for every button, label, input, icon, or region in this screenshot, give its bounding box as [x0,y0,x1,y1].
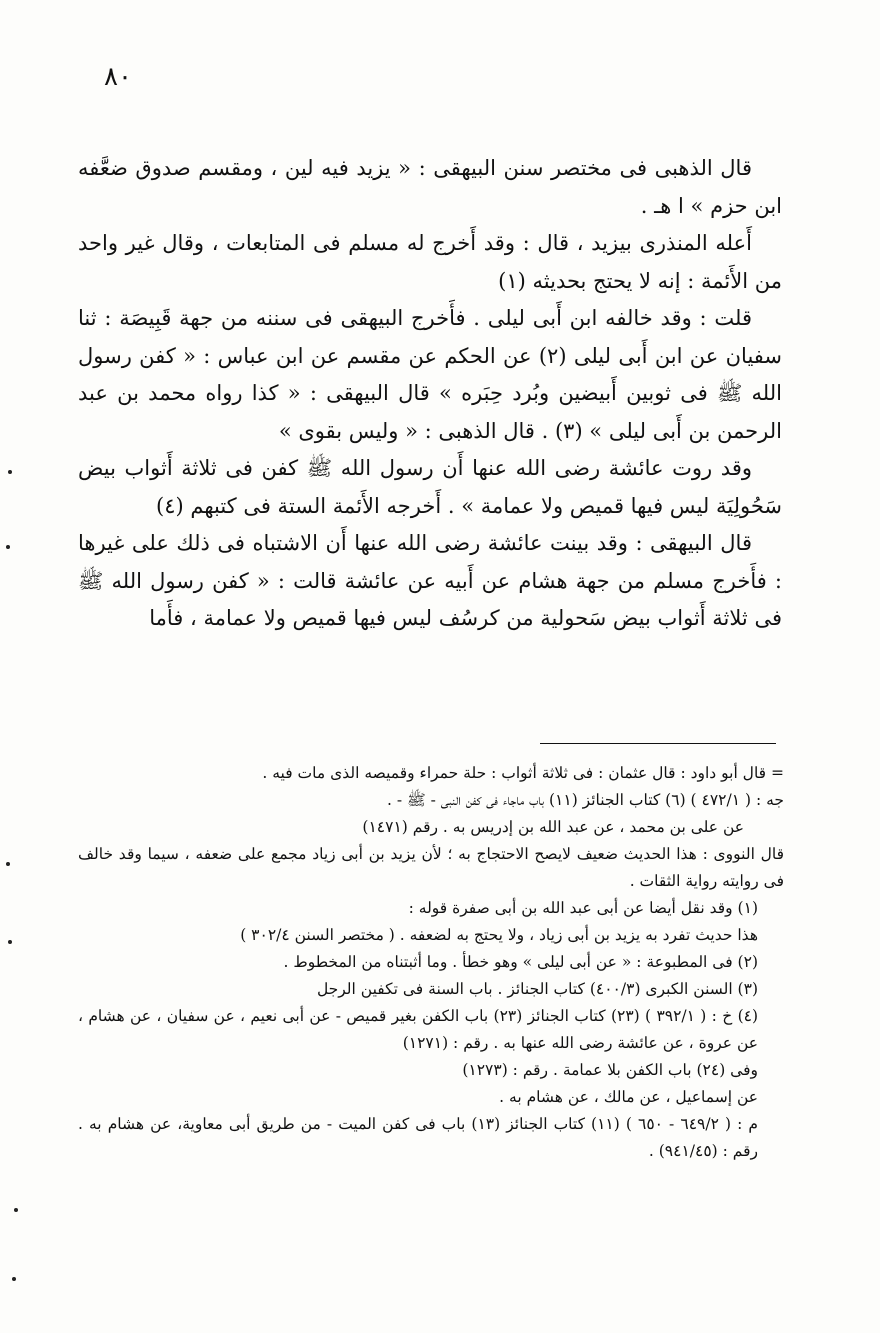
scan-speck [8,470,12,474]
footnote-2: (٢) فى المطبوعة : « عن أبى ليلى » وهو خطأ . وما أثبتناه من المخطوط . [283,953,758,971]
scan-speck [14,1208,18,1212]
footnote-3: (٣) السنن الكبرى (٤٠٠/٣) كتاب الجنائز . باب السنة فى تكفين الرجل [316,980,758,998]
footnote-1: (١) وقد نقل أيضا عن أبى عبد الله بن أبى صفرة قوله : [408,899,758,917]
footnote-4-line: عن إسماعيل ، عن مالك ، عن هشام به . [499,1088,758,1106]
scan-speck [6,862,10,866]
paragraph: قلت : وقد خالفه ابن أَبى ليلى . فأَخرج البيهقى فى سننه من جهة قَبِيصَة : ثنا سفيان عن ابن أَبى ليلى (٢) عن الحكم عن مقسم عن ابن عباس : « كفن رسول الله ﷺ فى ثوبين أَبيضين وبُرد حِبَره » قال البيهقى : « كذا رواه محمد بن عبد الرحمن بن أَبى ليلى » (٣) . قال الذهبى : « وليس بقوى » [78,306,783,443]
footnote-4-line: وفى (٢٤) باب الكفن بلا عمامة . رقم : (١٢٧٣) [462,1061,758,1079]
paragraph: قال البيهقى : وقد بينت عائشة رضى الله عنها أَن الاشتباه فى ذلك على غيرها : فأَخرج مسلم من جهة هشام عن أَبيه عن عائشة قالت : « كفن رسول الله ﷺ فى ثلاثة أَثواب بيض سَحولية من كرسُف ليس فيها قميص ولا عمامة ، فأَما [78,531,782,630]
footnotes [78,760,784,1165]
footnote-continued: جه : ( ٤٧٢/١ ) (٦) كتاب الجنائز (١١) باب ماجاء فى كفن النبى - ﷺ - . [386,791,784,809]
scan-speck [12,1277,16,1281]
paragraph: قال الذهبى فى مختصر سنن البيهقى : « يزيد فيه لين ، ومقسم صدوق ضعَّفه ابن حزم » ا هـ . [78,156,782,218]
footnote-4-line: م : ( ٦٤٩/٢ - ٦٥٠ ) (١١) كتاب الجنائز (١٣) باب فى كفن الميت - من طريق أبى معاوية، عن هشام به . رقم : (٩٤١/٤٥) . [78,1115,758,1160]
footnote-divider [540,743,776,744]
footnote-continued: عن على بن محمد ، عن عبد الله بن إدريس به . رقم (١٤٧١) [362,818,744,836]
footnote-1-quote: هذا حديث تفرد به يزيد بن أبى زياد ، ولا يحتج به لضعفه . ( مختصر السنن ٣٠٢/٤ ) [240,926,758,944]
footnote-continued: = قال أبو داود : قال عثمان : فى ثلاثة أثواب : حلة حمراء وقميصه الذى مات فيه . [262,764,784,782]
footnote-4: (٤) خ : ( ٣٩٢/١ ) (٢٣) كتاب الجنائز (٢٣) باب الكفن بغير قميص - عن أبى نعيم ، عن سفيان ، عن هشام ، عن عروة ، عن عائشة رضى الله عنها به . رقم : (١٢٧١) [78,1007,759,1052]
main-text [78,150,782,638]
scan-speck [6,545,10,549]
footnote-continued: قال النووى : هذا الحديث ضعيف لايصح الاحتجاج به ؛ لأن يزيد بن أبى زياد مجمع على ضعفه ، سيما وقد خالف فى روايته رواية الثقات . [78,845,784,890]
paragraph: وقد روت عائشة رضى الله عنها أَن رسول الله ﷺ كفن فى ثلاثة أَثواب بيض سَحُولِيَة ليس فيها قميص ولا عمامة » . أَخرجه الأَئمة الستة فى كتبهم (٤) [78,456,782,518]
scan-speck [8,940,12,944]
page-number: ٨٠ [104,62,132,92]
paragraph: أَعله المنذرى بيزيد ، قال : وقد أَخرج له مسلم فى المتابعات ، وقال غير واحد من الأَئمة : إنه لا يحتج بحديثه (١) [78,231,782,293]
